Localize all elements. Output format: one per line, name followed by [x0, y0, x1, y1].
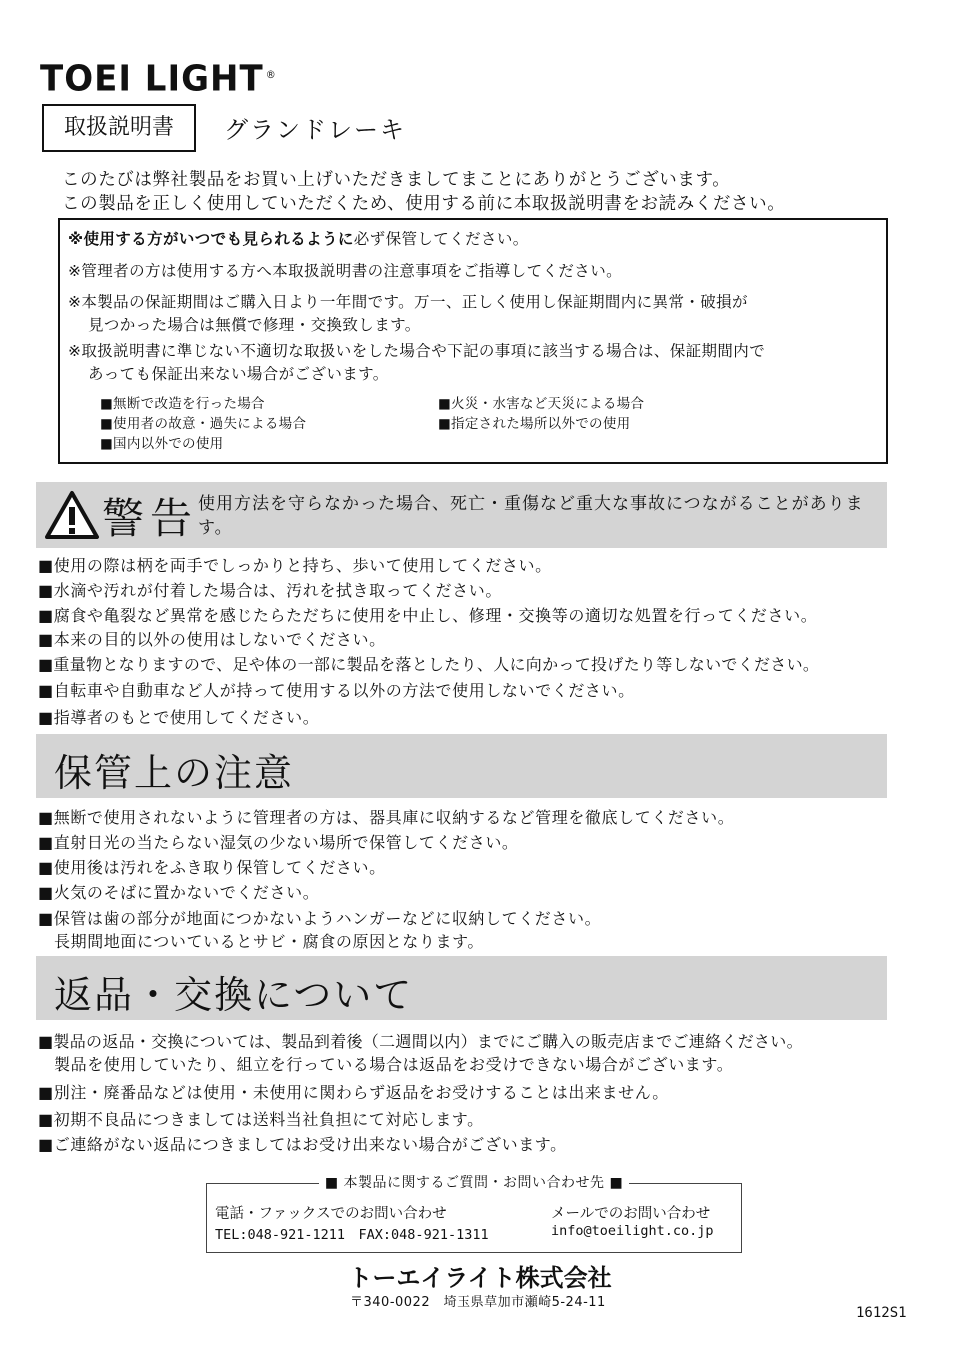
notice-box [58, 218, 888, 464]
intro-line: このたびは弊社製品をお買い上げいただきましてまことにありがとうございます。 [62, 170, 731, 190]
storage-item: ■使用後は汚れをふき取り保管してください。 [38, 858, 386, 877]
intro-line: この製品を正しく使用していただくため、使用する前に本取扱説明書をお読みください。 [62, 194, 786, 214]
returns-item: ■初期不良品につきましては送料当社負担にて対応します。 [38, 1110, 484, 1129]
returns-item: ■ご連絡がない返品につきましてはお受け出来ない場合がございます。 [38, 1135, 567, 1154]
warning-item: ■本来の目的以外の使用はしないでください。 [38, 630, 386, 649]
returns-item: ■別注・廃番品などは使用・未使用に関わらず返品をお受けすることは出来ません。 [38, 1083, 669, 1102]
notice-line: ※本製品の保証期間はご購入日より一年間です。万一、正しく使用し保証期間内に異常・破損が [68, 293, 748, 311]
document-code: 1612S1 [856, 1305, 907, 1321]
storage-item: ■直射日光の当たらない湿気の少ない場所で保管してください。 [38, 833, 519, 852]
warning-item: ■水滴や汚れが付着した場合は、汚れを拭き取ってください。 [38, 581, 502, 600]
returns-title: 返品・交換について [54, 973, 414, 1017]
company-address: 〒340-0022 埼玉県草加市瀬崎5-24-11 [350, 1295, 606, 1310]
warning-description: 使用方法を守らなかった場合、死亡・重傷など重大な事故につながることがあります。 [198, 494, 864, 538]
warning-icon [44, 490, 100, 540]
notice-line: 見つかった場合は無償で修理・交換致します。 [88, 316, 421, 334]
notice-line: ※取扱説明書に準じない不適切な取扱いをした場合や下記の事項に該当する場合は、保証期間内で [68, 342, 766, 360]
company-name: トーエイライト株式会社 [348, 1264, 612, 1292]
storage-title: 保管上の注意 [54, 751, 295, 795]
warning-item: ■自転車や自動車など人が持って使用する以外の方法で使用しないでください。 [38, 681, 635, 700]
condition-item: ■指定された場所以外での使用 [438, 416, 631, 432]
notice-line: ※使用する方がいつでも見られるように必ず保管してください。 [68, 230, 529, 248]
storage-note: 長期間地面についているとサビ・腐食の原因となります。 [54, 932, 485, 951]
warning-item: ■使用の際は柄を両手でしっかりと持ち、歩いて使用してください。 [38, 556, 552, 575]
returns-banner [36, 956, 887, 1020]
condition-item: ■火災・水害など天災による場合 [438, 396, 645, 412]
notice-line: あっても保証出来ない場合がございます。 [88, 365, 389, 383]
warning-item: ■重量物となりますので、足や体の一部に製品を落としたり、人に向かって投げたり等しないでください。 [38, 655, 820, 674]
contact-heading: ■ 本製品に関するご質問・お問い合わせ先 ■ [206, 1172, 742, 1192]
storage-banner [36, 734, 887, 798]
storage-item: ■保管は歯の部分が地面につかないようハンガーなどに収納してください。 [38, 909, 602, 928]
storage-item: ■火気のそばに置かないでください。 [38, 883, 320, 902]
phone-label: 電話・ファックスでのお問い合わせ [215, 1206, 447, 1222]
phone-numbers: TEL:048-921-1211 FAX:048-921-1311 [215, 1227, 489, 1243]
warning-item: ■腐食や亀裂など異常を感じたらただちに使用を中止し、修理・交換等の適切な処置を行ってください。 [38, 606, 818, 625]
condition-item: ■使用者の故意・過失による場合 [100, 416, 307, 432]
condition-item: ■国内以外での使用 [100, 436, 224, 452]
contact-box [206, 1183, 742, 1253]
mail-address: info@toeilight.co.jp [551, 1223, 714, 1239]
product-name: グランドレーキ [224, 116, 406, 144]
storage-item: ■無断で使用されないように管理者の方は、器具庫に収納するなど管理を徹底してください。 [38, 808, 735, 827]
warning-item: ■指導者のもとで使用してください。 [38, 708, 320, 727]
warning-title: 警告 [102, 494, 199, 543]
condition-item: ■無断で改造を行った場合 [100, 396, 265, 412]
returns-note: 製品を使用していたり、組立を行っている場合は返品をお受けできない場合がございます。 [54, 1055, 734, 1074]
returns-item: ■製品の返品・交換については、製品到着後（二週間以内）までにご購入の販売店までご連絡ください。 [38, 1032, 803, 1051]
doc-label: 取扱説明書 [42, 104, 196, 152]
warning-banner [36, 482, 887, 548]
mail-label: メールでのお問い合わせ [551, 1206, 711, 1222]
intro-text [62, 168, 785, 216]
brand-logo: TOEI LIGHT ® [40, 58, 277, 100]
notice-line: ※管理者の方は使用する方へ本取扱説明書の注意事項をご指導してください。 [68, 262, 622, 280]
